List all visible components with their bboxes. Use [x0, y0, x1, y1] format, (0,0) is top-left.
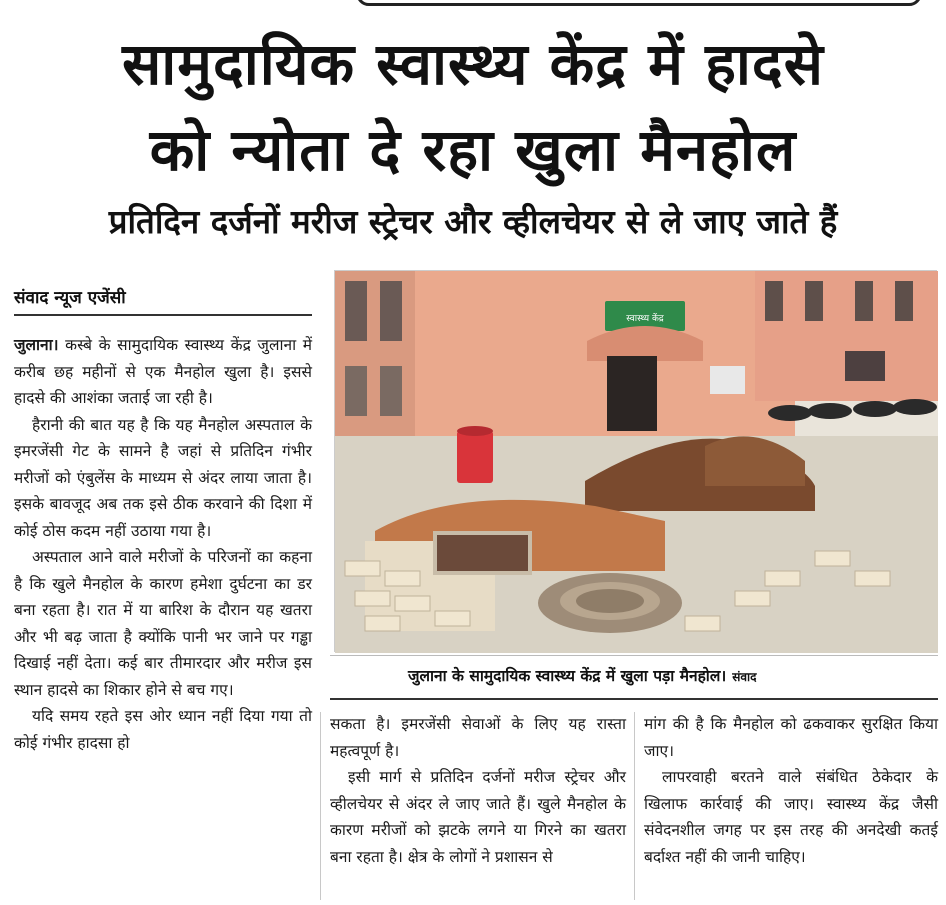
manhole-photo-illustration [335, 271, 938, 653]
article-paragraph: इसी मार्ग से प्रतिदिन दर्जनों मरीज स्ट्रेचर और व्हीलचेयर से अंदर ले जाए जाते हैं। खुले मैनहोल के कारण मरीजों को झटके लगने या गिरने का खतरा बना रहता है। क्षेत्र के लोगों ने प्रशासन से [330, 768, 626, 866]
headline-line-1: सामुदायिक स्वास्थ्य केंद्र में हादसे [122, 30, 824, 98]
top-frame-border [356, 0, 922, 6]
article-paragraph: लापरवाही बरतने वाले संबंधित ठेकेदार के खिलाफ कार्रवाई की जाए। स्वास्थ्य केंद्र जैसी संवेदनशील जगह पर इस तरह की अनदेखी कतई बर्दाश्त नहीं की जानी चाहिए। [644, 768, 938, 866]
article-column-right [644, 711, 938, 870]
paragraph-text: कस्बे के सामुदायिक स्वास्थ्य केंद्र जुलाना में करीब छह महीनों से एक मैनहोल खुला है। इससे हादसे की आशंका जताई जा रही है। [14, 336, 312, 407]
caption-top-divider [330, 655, 938, 656]
photo-credit: संवाद [732, 670, 757, 684]
news-photo [334, 270, 937, 652]
column-divider [634, 712, 635, 900]
article-paragraph: हैरानी की बात यह है कि यह मैनहोल अस्पताल के इमरजेंसी गेट के सामने है जहां से प्रतिदिन गंभीर मरीजों को एंबुलेंस के माध्यम से अंदर लाया जाता है। इसके बावजूद अब तक इसे ठीक करवाने की दिशा में कोई ठोस कदम नहीं उठाया गया है। [14, 415, 312, 540]
byline-divider [14, 314, 312, 316]
article-column-middle [330, 711, 626, 870]
photo-caption [408, 664, 756, 686]
article-paragraph: मांग की है कि मैनहोल को ढकवाकर सुरक्षित किया जाए। [644, 715, 938, 760]
article-paragraph: अस्पताल आने वाले मरीजों के परिजनों का कहना है कि खुले मैनहोल के कारण हमेशा दुर्घटना का डर बना रहता है। रात में या बारिश के दौरान यह खतरा और भी बढ़ जाता है क्योंकि पानी भर जाने पर गड्ढा दिखाई नहीं देता। कई बार तीमारदार और मरीज इस स्थान हादसे का शिकार होने से बच गए। [14, 548, 312, 699]
article-column-left [14, 332, 312, 756]
article-paragraph: यदि समय रहते इस ओर ध्यान नहीं दिया गया तो कोई गंभीर हादसा हो [14, 707, 312, 752]
hospital-sign-text: स्वास्थ्य केंद्र [626, 314, 664, 324]
caption-bottom-divider [330, 698, 938, 700]
article-paragraph: सकता है। इमरजेंसी सेवाओं के लिए यह रास्ता महत्वपूर्ण है। [330, 715, 626, 760]
column-divider [320, 712, 321, 900]
article-paragraph [14, 332, 312, 412]
caption-text: जुलाना के सामुदायिक स्वास्थ्य केंद्र में खुला पड़ा मैनहोल। [408, 667, 727, 685]
headline-line-2: को न्योता दे रहा खुला मैनहोल [149, 116, 797, 184]
byline: संवाद न्यूज एजेंसी [14, 288, 126, 308]
subheadline: प्रतिदिन दर्जनों मरीज स्ट्रेचर और व्हीलचेयर से ले जाए जाते हैं [108, 202, 838, 241]
dateline: जुलाना। [14, 336, 59, 354]
